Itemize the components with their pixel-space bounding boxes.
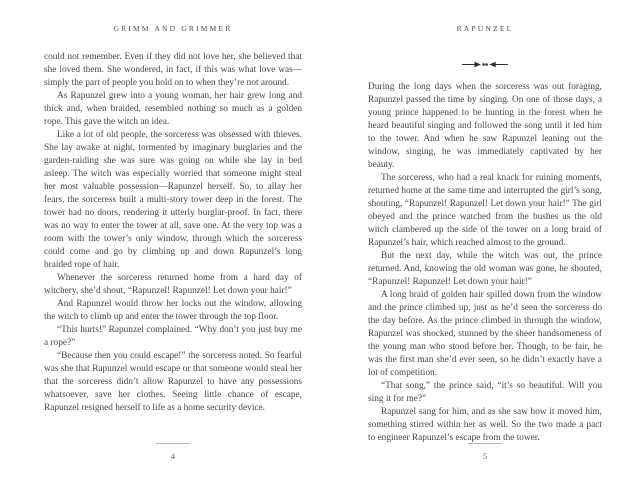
right-page-number: 5: [483, 452, 487, 461]
paragraph: Whenever the sorceress returned home from a hard day of witchery, she’d shout, “Rapunzel! Rapunzel! Let down your hair!”: [44, 273, 302, 296]
inward-arrows-divider-icon: [462, 60, 508, 69]
left-page-body: [44, 51, 302, 415]
section-divider: [368, 60, 602, 70]
paragraph: But the next day, while the witch was out, the prince returned. And, knowing the old woman was gone, he shouted, “Rapunzel! Rapunzel! Let down your hair!”: [368, 251, 602, 287]
paragraph: As Rapunzel grew into a young woman, her hair grew long and thick and, when braided, resembled nothing so much as a golden rope. This gave the witch an idea.: [44, 91, 302, 127]
paragraph: “That song,” the prince said, “it’s so beautiful. Will you sing it for me?”: [368, 381, 602, 404]
left-page: [44, 24, 302, 464]
right-running-head: RAPUNZEL: [456, 24, 514, 33]
left-running-head: GRIMM AND GRIMMER: [113, 24, 233, 33]
paragraph: Rapunzel sang for him, and as she saw how it moved him, something stirred within her as well. So the two made a pact to engineer Rapunzel’s escape from the tower.: [368, 407, 602, 443]
left-page-number: 4: [171, 452, 175, 461]
paragraph: And Rapunzel would throw her locks out the window, allowing the witch to climb up and enter the tower through the top floor.: [44, 299, 302, 322]
paragraph: The sorceress, who had a real knack for ruining moments, returned home at the same time and interrupted the girl’s song, shouting, “Rapunzel! Rapunzel! Let down your hair!” The girl obeyed and the prince watched from the bushes as the old witch clambered up the side of the tower on a long braid of Rapunzel’s hair, which reached almost to the ground.: [368, 173, 602, 248]
paragraph: “Because then you could escape!” the sorceress noted. So fearful was she that Rapunzel would escape or that someone would steal her that the sorceress didn’t allow Rapunzel to have any possessions whatsoever, save her clothes. Seeing little chance of escape, Rapunzel resigned herself to life as a home security device.: [44, 351, 302, 413]
paragraph: “This hurts!” Rapunzel complained. “Why don’t you just buy me a rope?”: [44, 325, 302, 348]
paragraph: During the long days when the sorceress was out foraging, Rapunzel passed the time by singing. On one of those days, a young prince happened to be hunting in the forest when he heard beautiful singing and followed the song until it led him to the tower. And when he saw Rapunzel leaning out the window, singing, he was immediately captivated by her beauty.: [368, 82, 602, 170]
right-page-footer: [368, 443, 602, 464]
paragraph: could not remember. Even if they did not love her, she believed that she loved them. She wondered, in fact, if this was what love was—simply the part of people you hold on to when they’re not around.: [44, 52, 302, 88]
footer-rule: [156, 443, 190, 444]
right-page: [368, 24, 602, 464]
paragraph: A long braid of golden hair spilled down from the window and the prince climbed up, just as he’d seen the sorceress do the day before. As the prince climbed in through the window, Rapunzel was shocked, stunned by the sheer handsomeness of the young man who stood before her. Though, to be fair, he was the first man she’d ever seen, so he didn’t exactly have a lot of competition.: [368, 290, 602, 378]
footer-rule: [468, 443, 502, 444]
paragraph: Like a lot of old people, the sorceress was obsessed with thieves. She lay awake at night, tormented by imaginary burglaries and the garden-raiding she was sure was going on while she lay in bed asleep. The witch was especially worried that someone might steal her most valuable possession—Rapunzel herself. So, to allay her fears, the sorceress built a multi-story tower deep in the forest. The tower had no doors, rendering it utterly burglar-proof. In fact, there was no way to enter the tower at all, save one. At the very top was a room with the tower’s only window, through which the sorceress could come and go by climbing up and down Rapunzel’s long braided rope of hair.: [44, 130, 302, 270]
right-page-body: [368, 81, 602, 445]
left-page-footer: [44, 443, 302, 464]
